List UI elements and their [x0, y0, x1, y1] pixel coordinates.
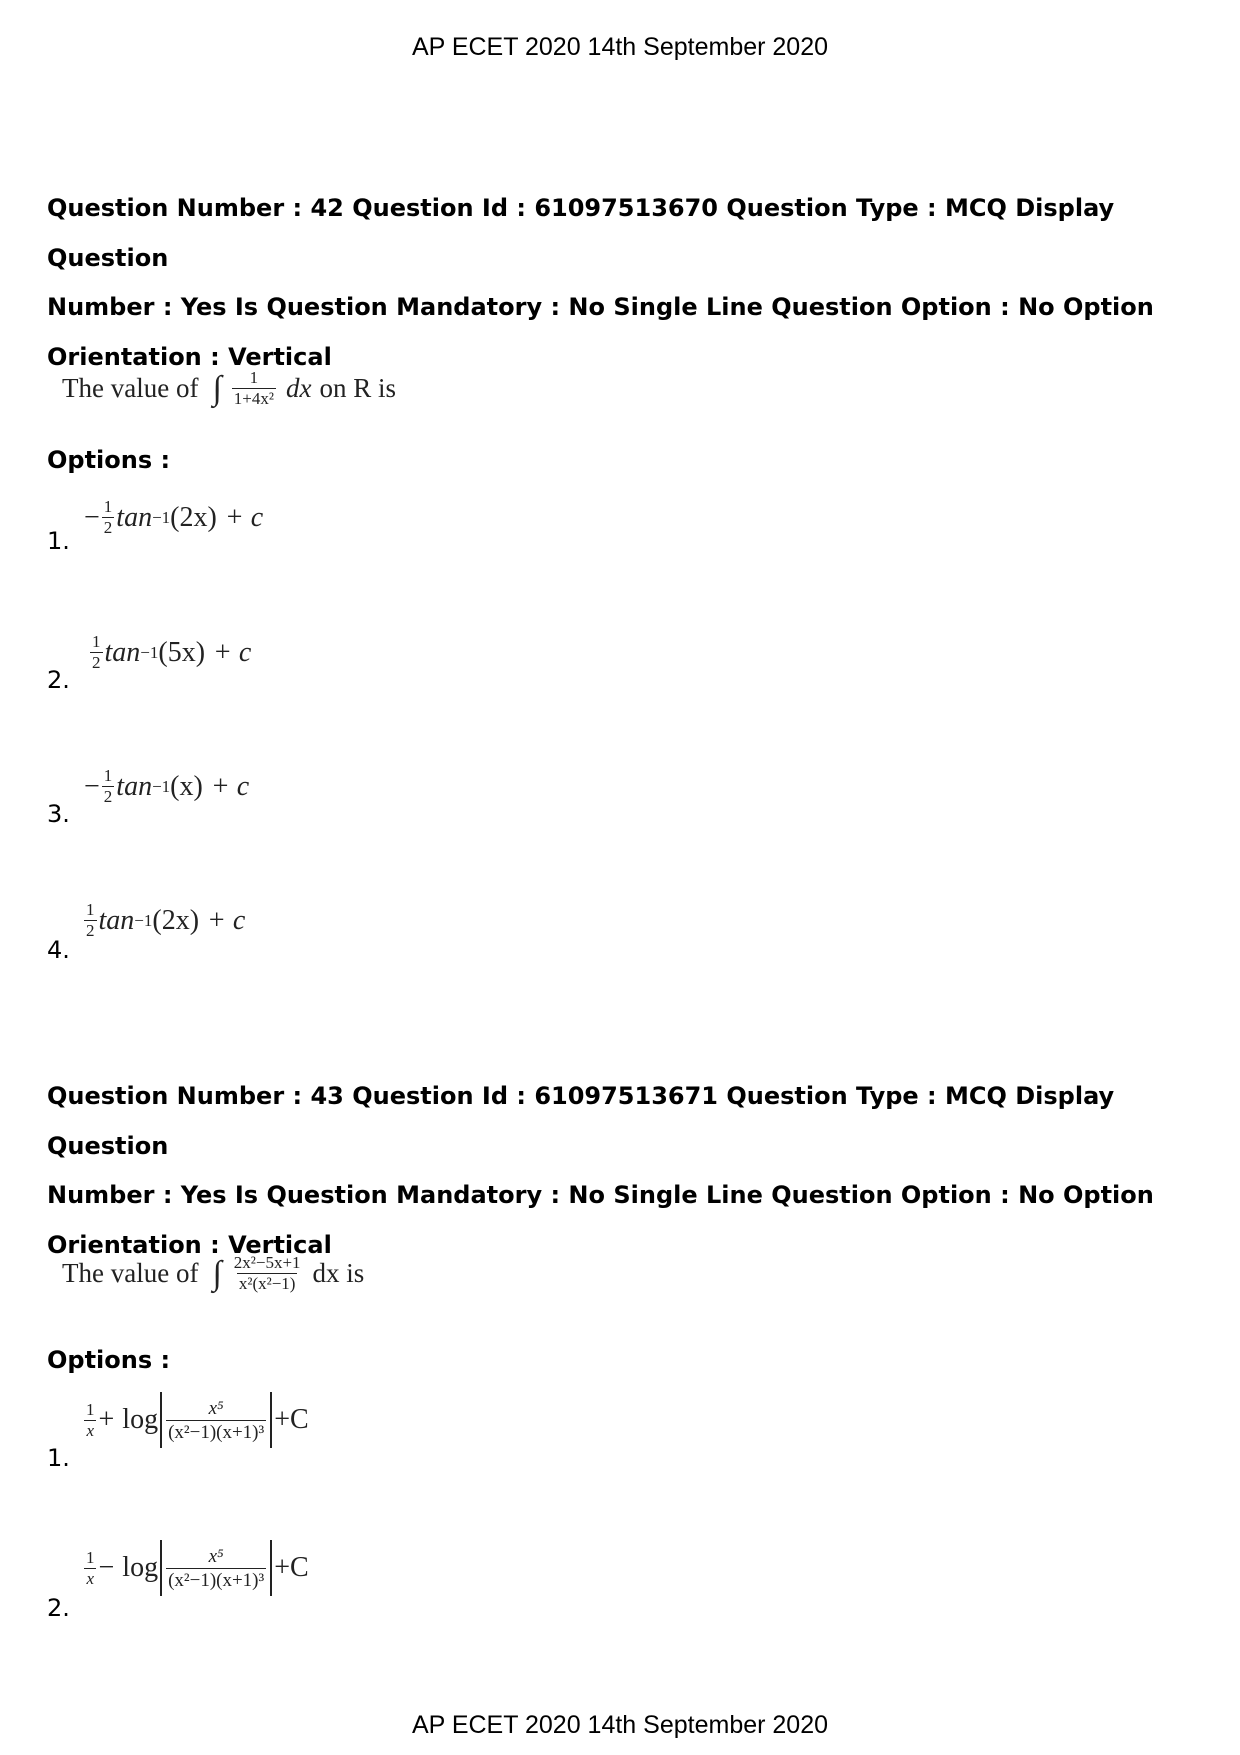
page-header: AP ECET 2020 14th September 2020 — [411, 33, 829, 61]
lead-numerator: 1 — [86, 1547, 95, 1567]
argument: (x) — [170, 770, 203, 802]
function-name: log — [122, 1404, 159, 1435]
option-4-expression[interactable] — [82, 900, 245, 941]
lead-numerator: 1 — [86, 1399, 95, 1419]
option-1-expression[interactable] — [84, 497, 263, 538]
option-sign: − — [84, 501, 100, 533]
question-43-stem — [62, 1253, 364, 1294]
question-meta-line: Number : Yes Is Question Mandatory : No Single Line Question Option : No Option — [47, 1181, 1154, 1209]
stem-prefix: The value of — [62, 1258, 199, 1288]
leading-fraction — [84, 1548, 97, 1589]
constant-term: +C — [274, 1552, 309, 1583]
question-meta-line: Orientation : Vertical — [47, 342, 332, 371]
options-label: Options : — [47, 1346, 171, 1374]
constant-term: + c — [207, 904, 246, 936]
stem-suffix: on R is — [319, 373, 396, 403]
option-2-expression[interactable] — [88, 632, 251, 673]
superscript: −1 — [152, 507, 171, 527]
integral-symbol: ∫ — [212, 1254, 222, 1292]
coef-denominator: 2 — [103, 787, 113, 806]
function-name: tan — [116, 770, 153, 802]
stem-prefix: The value of — [62, 373, 199, 403]
function-name: log — [122, 1552, 159, 1583]
absolute-bar-right — [270, 1392, 272, 1448]
page-footer: AP ECET 2020 14th September 2020 — [411, 1711, 829, 1739]
question-42-stem — [62, 368, 396, 409]
absolute-bar-left — [160, 1540, 162, 1596]
argument: (2x) — [170, 501, 217, 533]
log-denominator: (x²−1)(x+1)³ — [168, 1569, 265, 1591]
option-number: 2. — [47, 666, 70, 694]
option-number: 4. — [47, 936, 70, 964]
question-43-meta — [47, 1072, 1197, 1270]
option-number: 2. — [47, 1594, 70, 1622]
option-2-expression[interactable] — [82, 1540, 309, 1596]
option-1-expression[interactable] — [82, 1392, 309, 1448]
log-denominator: (x²−1)(x+1)³ — [168, 1421, 265, 1443]
log-numerator: x⁵ — [208, 1545, 224, 1567]
constant-term: + c — [213, 636, 252, 668]
lead-denominator: x — [86, 1568, 95, 1588]
coef-numerator: 1 — [103, 766, 113, 785]
question-meta-line: Question Number : 43 Question Id : 61097513671 Question Type : MCQ Display Question — [47, 1082, 1115, 1160]
operator: − — [98, 1552, 115, 1583]
coef-numerator: 1 — [92, 632, 101, 651]
options-label: Options : — [47, 446, 171, 474]
constant-term: +C — [274, 1404, 309, 1435]
log-argument-fraction — [166, 1545, 266, 1592]
superscript: −1 — [134, 910, 153, 930]
lead-denominator: x — [86, 1420, 95, 1440]
option-3-expression[interactable] — [84, 766, 249, 807]
option-sign: − — [84, 770, 100, 802]
differential: dx — [285, 373, 312, 403]
coef-denominator: 2 — [103, 518, 113, 537]
coefficient-fraction — [84, 900, 97, 941]
superscript: −1 — [152, 776, 171, 796]
question-meta-line: Question Number : 42 Question Id : 61097513670 Question Type : MCQ Display Question — [47, 194, 1115, 272]
argument: (5x) — [158, 636, 206, 668]
coefficient-fraction — [102, 497, 115, 538]
superscript: −1 — [140, 642, 159, 662]
absolute-bar-left — [160, 1392, 162, 1448]
integrand-fraction — [232, 1253, 303, 1294]
option-number: 1. — [47, 527, 70, 555]
integrand-denominator: 1+4x² — [233, 389, 274, 408]
question-meta-line: Orientation : Vertical — [47, 1230, 332, 1259]
absolute-bar-right — [270, 1540, 272, 1596]
stem-suffix: dx is — [312, 1258, 365, 1288]
integrand-fraction — [232, 368, 276, 409]
coef-denominator: 2 — [86, 921, 95, 940]
constant-term: + c — [210, 770, 250, 802]
option-number: 1. — [47, 1444, 70, 1472]
coefficient-fraction — [90, 632, 103, 673]
log-argument-fraction — [166, 1397, 266, 1444]
log-numerator: x⁵ — [208, 1397, 224, 1419]
coef-denominator: 2 — [92, 653, 101, 672]
operator: + — [98, 1404, 115, 1435]
coefficient-fraction — [102, 766, 115, 807]
function-name: tan — [104, 636, 141, 668]
integrand-numerator: 2x²−5x+1 — [233, 1253, 301, 1272]
leading-fraction — [84, 1400, 97, 1441]
integrand-numerator: 1 — [249, 368, 259, 387]
coef-numerator: 1 — [103, 497, 113, 516]
argument: (2x) — [152, 904, 200, 936]
question-meta-line: Number : Yes Is Question Mandatory : No Single Line Question Option : No Option — [47, 293, 1154, 321]
option-number: 3. — [47, 800, 70, 828]
integral-symbol: ∫ — [212, 369, 222, 407]
coef-numerator: 1 — [86, 900, 95, 919]
integrand-denominator: x²(x²−1) — [238, 1274, 296, 1293]
function-name: tan — [98, 904, 135, 936]
constant-term: + c — [224, 501, 264, 533]
function-name: tan — [116, 501, 153, 533]
question-42-meta — [47, 184, 1197, 382]
